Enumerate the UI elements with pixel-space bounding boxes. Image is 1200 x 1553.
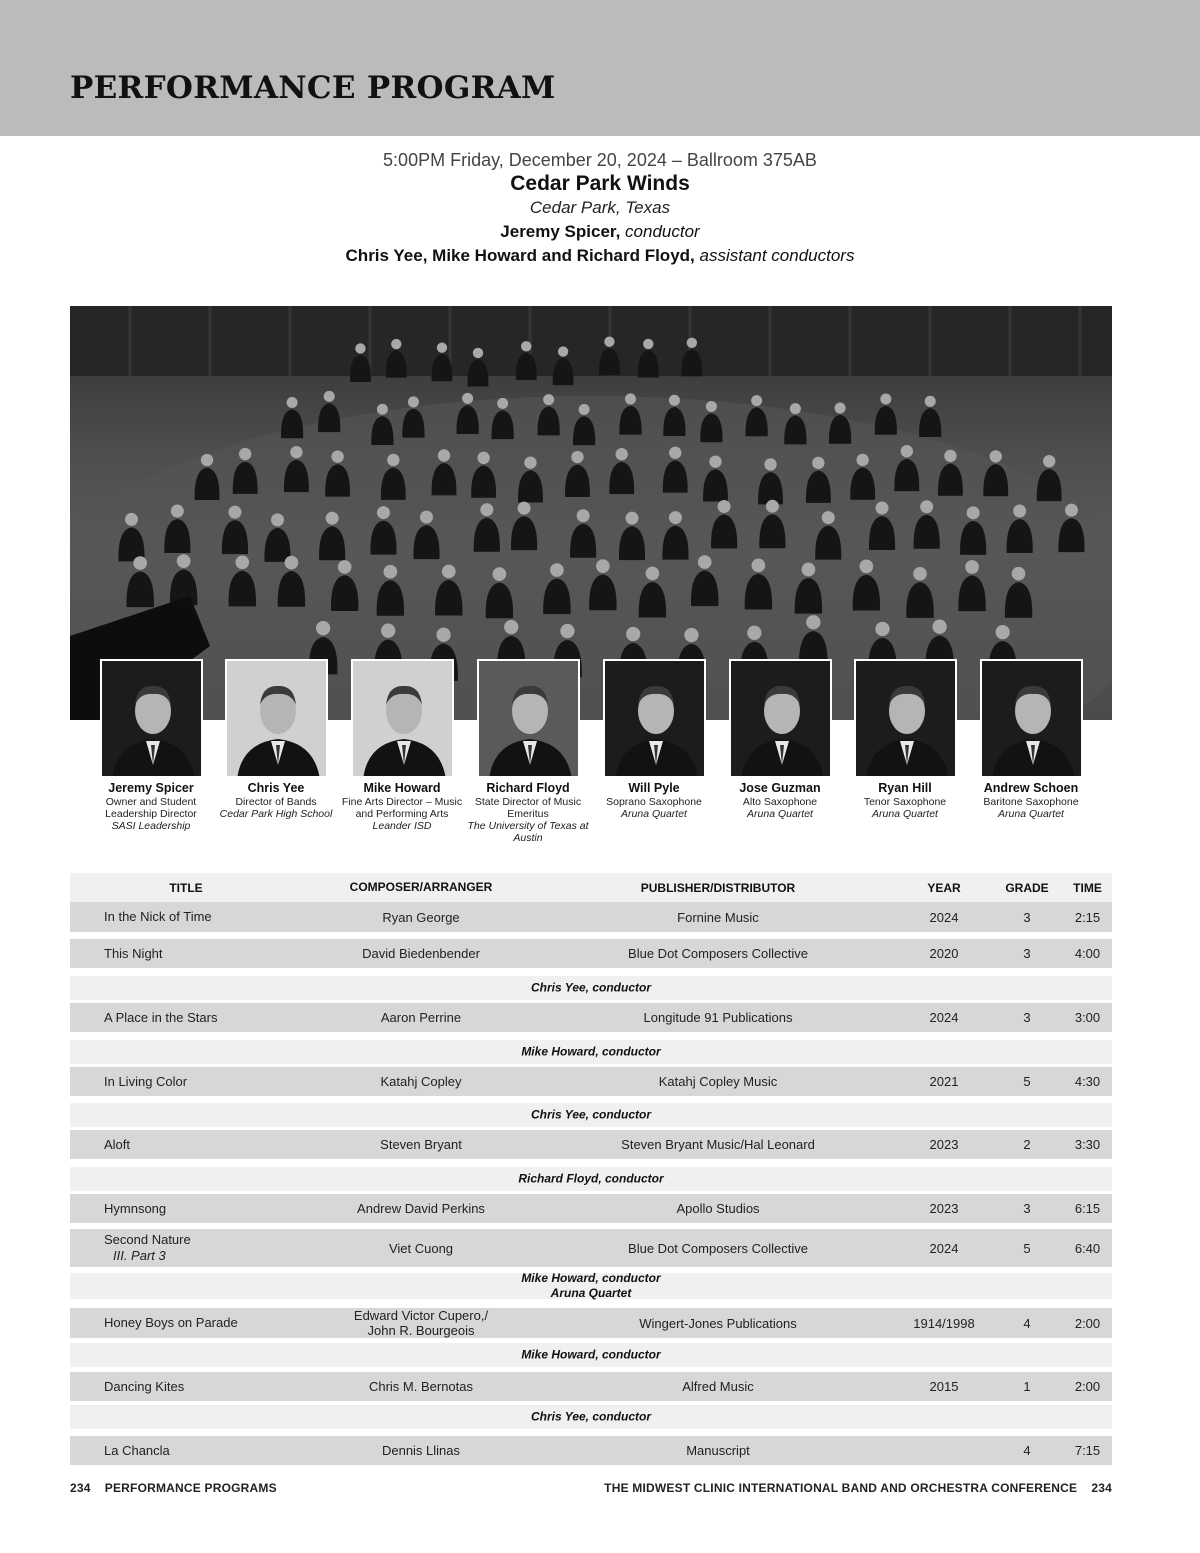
conductor-note-row: [70, 1343, 1112, 1367]
cell-title: [104, 939, 324, 968]
cell-year: 2024: [929, 909, 959, 925]
conductor-note: [70, 1271, 1112, 1301]
person-bio: [88, 781, 214, 832]
cell-publisher: Steven Bryant Music/Hal Leonard: [621, 1137, 815, 1152]
composer-name: Dennis Llinas: [381, 1443, 461, 1458]
cell-time: 2:00: [1074, 1315, 1101, 1331]
cell-composer: [321, 1229, 521, 1267]
person-bio: [213, 781, 339, 820]
cell-publisher: Blue Dot Composers Collective: [628, 1240, 808, 1256]
person-bio: [842, 781, 968, 820]
cell-grade: 5: [1023, 1074, 1031, 1089]
assistant-conductors-role: assistant conductors: [699, 246, 855, 265]
table-row: [70, 1194, 1112, 1223]
piece-title: Aloft: [104, 1136, 131, 1152]
person-name: Will Pyle: [628, 781, 680, 795]
person-role: State Director of Music Emeritus: [474, 796, 582, 820]
conductor-note-line: Chris Yee, conductor: [530, 980, 652, 995]
person-bio: [591, 781, 717, 820]
piece-title: Dancing Kites: [104, 1378, 185, 1394]
piece-title: Honey Boys on Parade: [104, 1315, 238, 1330]
cell-publisher: Fornine Music: [677, 909, 759, 925]
conductor-note: [70, 1045, 1112, 1060]
person-bio: [968, 781, 1094, 820]
cell-year: 2015: [929, 1379, 959, 1394]
footer-right: [604, 1481, 1112, 1495]
ensemble-photo-illustration: [70, 306, 1112, 720]
table-row: [70, 1308, 1112, 1338]
cell-year: 1914/1998: [913, 1315, 975, 1331]
piece-title: A Place in the Stars: [104, 1009, 218, 1025]
cell-publisher: Manuscript: [686, 1443, 750, 1458]
conductor-note: [70, 981, 1112, 996]
cell-grade: 4: [1023, 1443, 1031, 1458]
cell-grade: 1: [1023, 1379, 1031, 1394]
cell-title: [104, 902, 324, 932]
column-header-title: TITLE: [169, 880, 203, 895]
person-name: Chris Yee: [247, 781, 305, 795]
cell-grade: 3: [1023, 1010, 1031, 1025]
cell-composer: [321, 939, 521, 968]
headshot-photo: [603, 659, 706, 778]
person-role: Tenor Saxophone: [863, 796, 947, 808]
conductor-note-line: Mike Howard, conductor: [521, 1347, 661, 1362]
cell-time: 7:15: [1074, 1443, 1101, 1458]
headshot-photo: [477, 659, 580, 778]
person-organization: Aruna Quartet: [747, 808, 813, 820]
composer-name: Chris M. Bernotas: [368, 1379, 474, 1394]
person-bio: [717, 781, 843, 820]
conductor-note-line: Chris Yee, conductor: [530, 1409, 652, 1424]
cell-title: [104, 1436, 324, 1465]
cell-composer: [321, 1130, 521, 1159]
composer-name: Ryan George: [382, 909, 460, 925]
concert-info: [0, 148, 1200, 268]
cell-year: 2020: [929, 946, 959, 961]
composer-name: Andrew David Perkins: [357, 1201, 485, 1216]
column-header-composer: COMPOSER/ARRANGER: [349, 880, 493, 894]
conductor-note-line: Aruna Quartet: [550, 1286, 632, 1300]
conference-label: THE MIDWEST CLINIC INTERNATIONAL BAND AND ORCHESTRA CONFERENCE: [604, 1481, 1078, 1495]
cell-composer: [321, 1308, 521, 1338]
cell-publisher: Wingert-Jones Publications: [639, 1315, 797, 1331]
section-label: PERFORMANCE PROGRAMS: [104, 1481, 277, 1495]
person-organization: Leander ISD: [372, 820, 432, 832]
table-row: [70, 1436, 1112, 1465]
table-row: [70, 1003, 1112, 1032]
column-header-year: YEAR: [927, 880, 961, 895]
person-organization: Aruna Quartet: [872, 808, 938, 820]
cell-year: 2023: [929, 1137, 959, 1152]
table-row: [70, 939, 1112, 968]
conductor-note: [70, 1108, 1112, 1123]
cell-time: 3:30: [1074, 1137, 1101, 1152]
conductor-note-line: Chris Yee, conductor: [530, 1107, 652, 1122]
composer-name: David Biedenbender: [362, 946, 480, 961]
cell-title: [104, 1003, 324, 1032]
table-row: [70, 902, 1112, 932]
cell-publisher: Blue Dot Composers Collective: [628, 946, 808, 961]
cell-title: [104, 1130, 324, 1159]
person-role: Baritone Saxophone: [983, 796, 1079, 808]
person-organization: SASI Leadership: [111, 820, 191, 832]
ensemble-photo: [70, 306, 1112, 720]
conductor-note: [70, 1172, 1112, 1187]
person-name: Jeremy Spicer: [108, 781, 194, 795]
composer-name: Steven Bryant: [380, 1137, 462, 1152]
conductor-note: [70, 1348, 1112, 1363]
conductor-note-row: [70, 1273, 1112, 1299]
headshot-photo: [351, 659, 454, 778]
person-name: Andrew Schoen: [983, 781, 1079, 795]
cell-year: 2023: [929, 1201, 959, 1216]
cell-grade: 5: [1023, 1240, 1031, 1256]
column-header-grade: GRADE: [1005, 880, 1049, 895]
piece-title: Second Nature: [104, 1232, 191, 1247]
concert-datetime: 5:00PM Friday, December 20, 2024 – Ballroom 375AB: [383, 150, 817, 170]
headshot-photo: [729, 659, 832, 778]
cell-title: [104, 1372, 324, 1401]
cell-time: 3:00: [1074, 1010, 1101, 1025]
cell-composer: [321, 1194, 521, 1223]
cell-composer: [321, 1003, 521, 1032]
cell-title: [104, 1308, 324, 1338]
cell-grade: 3: [1023, 946, 1031, 961]
cell-time: 4:00: [1074, 946, 1101, 961]
person-role: Soprano Saxophone: [606, 796, 702, 808]
page-title: PERFORMANCE PROGRAM: [70, 70, 556, 106]
cell-composer: [321, 902, 521, 932]
cell-publisher: Alfred Music: [682, 1379, 754, 1394]
person-bio: [465, 781, 591, 844]
assistant-conductors-line: [0, 244, 1200, 268]
table-row: [70, 1229, 1112, 1267]
page-number-right: 234: [1091, 1481, 1112, 1495]
person-name: Jose Guzman: [739, 781, 821, 795]
table-header-row: [70, 873, 1112, 902]
headshot-photo: [100, 659, 203, 778]
page-number-left: 234: [70, 1481, 91, 1495]
conductor-note-row: [70, 1040, 1112, 1064]
conductor-note-row: [70, 976, 1112, 1000]
person-organization: Aruna Quartet: [621, 808, 687, 820]
person-role: Director of Bands: [235, 796, 317, 808]
cell-composer: [321, 1436, 521, 1465]
piece-movement: III. Part 3: [113, 1248, 166, 1263]
cell-year: 2024: [929, 1240, 959, 1256]
person-organization: Aruna Quartet: [998, 808, 1064, 820]
conductor-note-row: [70, 1167, 1112, 1191]
cell-time: 6:15: [1074, 1201, 1101, 1216]
conductor-note-row: [70, 1103, 1112, 1127]
person-name: Richard Floyd: [486, 781, 570, 795]
cell-composer: [321, 1372, 521, 1401]
composer-name: Katahj Copley: [380, 1074, 462, 1089]
headshot-photo: [854, 659, 957, 778]
conductor-note-line: Mike Howard, conductor: [521, 1044, 661, 1059]
person-role: Alto Saxophone: [742, 796, 818, 808]
conductor-note-line: Richard Floyd, conductor: [518, 1171, 664, 1186]
person-name: Ryan Hill: [878, 781, 932, 795]
cell-publisher: Katahj Copley Music: [658, 1074, 778, 1089]
table-row: [70, 1130, 1112, 1159]
conductor-line: [0, 220, 1200, 244]
person-role: Fine Arts Director – Music and Performing Arts: [341, 796, 463, 820]
piece-title: In the Nick of Time: [104, 909, 212, 924]
cell-grade: 2: [1023, 1137, 1031, 1152]
ensemble-name: Cedar Park Winds: [510, 172, 690, 195]
table-row: [70, 1067, 1112, 1096]
cell-time: 2:00: [1074, 1379, 1101, 1394]
composer-name: Edward Victor Cupero,/: [353, 1308, 489, 1323]
cell-composer: [321, 1067, 521, 1096]
header-band: [0, 0, 1200, 136]
cell-time: 2:15: [1074, 909, 1101, 925]
piece-title: In Living Color: [104, 1073, 188, 1089]
cell-title: [104, 1067, 324, 1096]
cell-title: [104, 1229, 324, 1267]
cell-grade: 3: [1023, 1201, 1031, 1216]
piece-title: La Chancla: [104, 1442, 170, 1458]
cell-publisher: Apollo Studios: [676, 1201, 760, 1216]
cell-grade: 4: [1023, 1315, 1031, 1331]
table-row: [70, 1372, 1112, 1401]
ensemble-location: Cedar Park, Texas: [529, 198, 671, 217]
cell-year: [904, 1436, 984, 1465]
conductor-note-row: [70, 1405, 1112, 1429]
conductor-note: [70, 1410, 1112, 1425]
assistant-conductors-names: Chris Yee, Mike Howard and Richard Floyd,: [345, 246, 695, 265]
composer-name: Viet Cuong: [388, 1240, 454, 1256]
arranger-name: John R. Bourgeois: [367, 1323, 475, 1338]
composer-name: Aaron Perrine: [380, 1010, 462, 1025]
column-header-time: TIME: [1073, 880, 1102, 895]
person-name: Mike Howard: [363, 781, 441, 795]
cell-grade: 3: [1023, 909, 1031, 925]
conductor-note-line: Mike Howard, conductor: [521, 1271, 661, 1285]
piece-title: This Night: [104, 945, 163, 961]
conductor-role: conductor: [625, 222, 700, 241]
footer-left: [70, 1481, 277, 1495]
cell-publisher: Longitude 91 Publications: [643, 1010, 793, 1025]
cell-time: 6:40: [1074, 1240, 1101, 1256]
cell-year: 2021: [929, 1074, 959, 1089]
cell-time: 4:30: [1074, 1074, 1101, 1089]
headshot-photo: [225, 659, 328, 778]
person-organization: Cedar Park High School: [219, 808, 333, 820]
person-bio: [339, 781, 465, 832]
headshot-photo: [980, 659, 1083, 778]
person-organization: The University of Texas at Austin: [467, 820, 589, 844]
conductor-name: Jeremy Spicer,: [500, 222, 621, 241]
cell-title: [104, 1194, 324, 1223]
column-header-publisher: PUBLISHER/DISTRIBUTOR: [640, 880, 796, 895]
cell-year: 2024: [929, 1010, 959, 1025]
piece-title: Hymnsong: [104, 1200, 167, 1216]
person-role: Owner and Student Leadership Director: [105, 796, 197, 820]
